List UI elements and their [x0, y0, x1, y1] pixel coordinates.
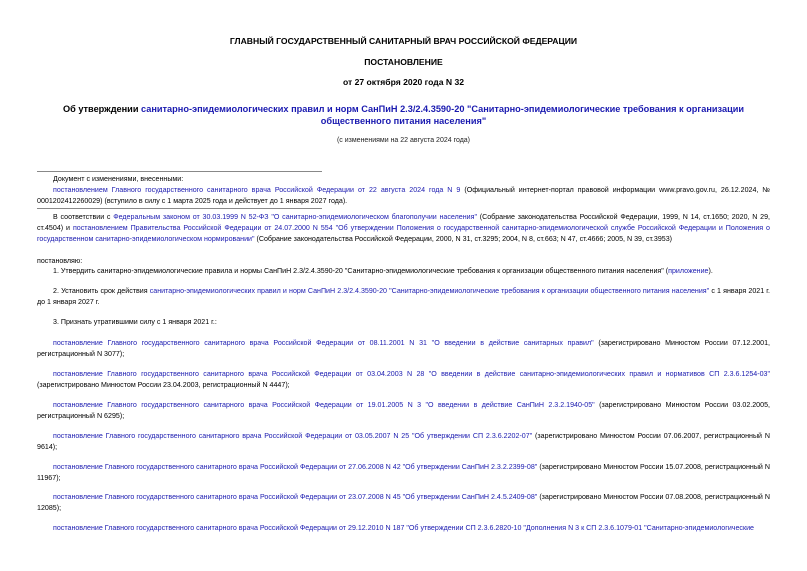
repealed-link[interactable]: постановление Главного государственного санитарного врача Российской Федерации от 29.12.2010 N 187 "Об утверждении СП 2.3.6.2820-10 "Дополнения N 3 к СП 2.3.6.1079-01 "Санитарно-эпидемиологические	[53, 524, 754, 532]
basis-paragraph	[37, 212, 770, 245]
repealed-item	[37, 523, 770, 534]
item-3: 3. Признать утратившими силу с 1 января 2021 г.:	[53, 318, 217, 326]
document-type: ПОСТАНОВЛЕНИЕ	[364, 57, 443, 67]
repealed-item	[37, 431, 770, 453]
document-title	[36, 103, 771, 127]
item-1	[37, 266, 770, 277]
repealed-text: (зарегистрировано Минюстом России 07.08.2008, регистрационный N 12085);	[37, 493, 770, 512]
repealed-item	[37, 369, 770, 391]
changes-paragraph	[37, 185, 770, 207]
government-decree-link[interactable]: постановлением Правительства Российской Федерации от 24.07.2000 N 554 "Об утверждении Положения о государственной санитарно-эпидемиологической службе Российской Федерации и Положения о государственном санитарно-эпидемиологическом нормировании"	[37, 224, 771, 243]
basis-text: (Собрание законодательства Российской Федерации, 1999, N 14, ст.1650; 2020, N 29, ст.4504) и	[37, 213, 771, 232]
repealed-link[interactable]: постановление Главного государственного санитарного врача Российской Федерации от 03.04.2003 N 28 "О введении в действие санитарно-эпидемиологических правил и нормативов СП 2.3.6.1254-03"	[53, 370, 770, 378]
sanpin-link[interactable]: санитарно-эпидемиологических правил и норм СанПиН 2.3/2.4.3590-20 "Санитарно-эпидемиологические требования к организации общественного питания населения"	[149, 287, 710, 295]
repealed-item	[37, 492, 770, 514]
divider	[37, 208, 322, 209]
document-date-number: от 27 октября 2020 года N 32	[342, 77, 465, 87]
repealed-link[interactable]: постановление Главного государственного санитарного врача Российской Федерации от 19.01.2005 N 3 "О введении в действие СанПиН 2.3.2.1940-05"	[53, 401, 595, 409]
appendix-link[interactable]: приложение	[668, 267, 709, 275]
repealed-link[interactable]: постановление Главного государственного санитарного врача Российской Федерации от 03.05.2007 N 25 "Об утверждении СП 2.3.6.2202-07"	[53, 432, 533, 440]
repealed-text: (зарегистрировано Минюстом России 07.12.2001, регистрационный N 3077);	[37, 339, 770, 358]
title-prefix: Об утверждении	[62, 104, 142, 114]
title-link[interactable]: санитарно-эпидемиологических правил и норм СанПиН 2.3/2.4.3590-20 "Санитарно-эпидемиологические требования к организации общественного питания населения"	[141, 104, 745, 126]
issuing-authority: ГЛАВНЫЙ ГОСУДАРСТВЕННЫЙ САНИТАРНЫЙ ВРАЧ РОССИЙСКОЙ ФЕДЕРАЦИИ	[229, 36, 578, 46]
changes-text: (Официальный интернет-портал правовой информации www.pravo.gov.ru, 26.12.2024, № 0001202412260029) (вступило в силу с 1 марта 2025 года и действует до 1 января 2027 года).	[37, 186, 770, 205]
item-1-text: 1. Утвердить санитарно-эпидемиологические правила и нормы СанПиН 2.3/2.4.3590-20 "Санитарно-эпидемиологические требования к организации общественного питания населения" (	[53, 267, 669, 275]
item-2	[37, 286, 770, 308]
changes-label: Документ с изменениями, внесенными:	[53, 175, 184, 183]
repealed-item	[37, 400, 770, 422]
item-2-end: с 1 января 2021 г. до 1 января 2027 г.	[37, 287, 770, 306]
repealed-text: (зарегистрировано Минюстом России 15.07.2008, регистрационный N 11967);	[37, 463, 770, 482]
changes-note: (с изменениями на 22 августа 2024 года)	[336, 137, 471, 144]
repealed-item	[37, 462, 770, 484]
basis-text: (Собрание законодательства Российской Федерации, 2000, N 31, ст.3295; 2004, N 8, ст.663; N 47, ст.4666; 2005, N 39, ст.3953)	[254, 235, 673, 243]
repealed-link[interactable]: постановление Главного государственного санитарного врача Российской Федерации от 27.06.2008 N 42 "Об утверждении СанПиН 2.3.2.2399-08"	[53, 463, 538, 471]
repealed-link[interactable]: постановление Главного государственного санитарного врача Российской Федерации от 08.11.2001 N 31 "О введении в действие санитарных правил"	[53, 339, 594, 347]
basis-text: В соответствии с	[53, 213, 114, 221]
divider	[37, 171, 322, 172]
repealed-text: (зарегистрировано Минюстом России 03.02.2005, регистрационный N 6295);	[37, 401, 770, 420]
repealed-text: (зарегистрировано Минюстом России 07.06.2007, регистрационный N 9614);	[37, 432, 770, 451]
item-1-end: ).	[708, 267, 713, 275]
repealed-text: (зарегистрировано Минюстом России 23.04.2003, регистрационный N 4447);	[37, 381, 290, 389]
changes-link[interactable]: постановлением Главного государственного санитарного врача Российской Федерации от 22 августа 2024 года N 9	[53, 186, 461, 194]
federal-law-link[interactable]: Федеральным законом от 30.03.1999 N 52-ФЗ "О санитарно-эпидемиологическом благополучии населения"	[113, 213, 477, 221]
repealed-item	[37, 338, 770, 360]
resolve-text: постановляю:	[37, 257, 83, 265]
item-2-text: 2. Установить срок действия	[53, 287, 150, 295]
repealed-link[interactable]: постановление Главного государственного санитарного врача Российской Федерации от 23.07.2008 N 45 "Об утверждении СанПиН 2.4.5.2409-08"	[53, 493, 538, 501]
